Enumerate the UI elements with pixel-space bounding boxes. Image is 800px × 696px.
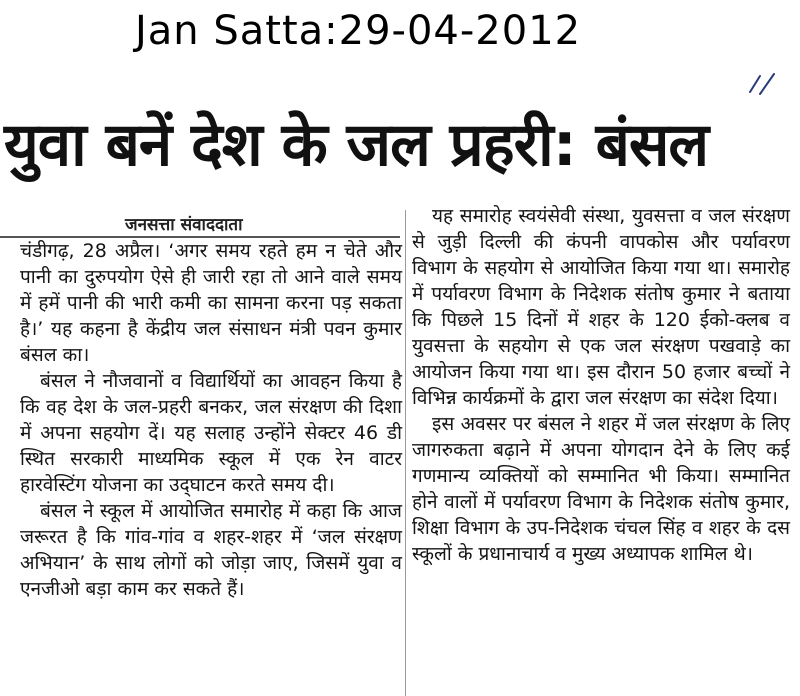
- article-paragraph: बंसल ने स्कूल में आयोजित समारोह में कहा कि आज जरूरत है कि गांव-गांव व शहर-शहर में ‘जल संरक्षण अभियान’ के साथ लोगों को जोड़ा जाए, जिसमें युवा व एनजीओ बड़ा काम कर सकते हैं।: [20, 500, 402, 600]
- article-byline: जनसत्ता संवाददाता: [125, 215, 243, 235]
- article-left-column: [20, 238, 402, 602]
- article-headline: युवा बनें देश के जल प्रहरी: बंसल: [4, 110, 709, 180]
- handwritten-tick-icon: [746, 70, 780, 98]
- article-paragraph: इस अवसर पर बंसल ने शहर में जल संरक्षण के लिए जागरुकता बढ़ाने में अपना योगदान देने के लिए कई गणमान्य व्यक्तियों को सम्मानित भी किया। सम्मानित होने वालों में पर्यावरण विभाग के निदेशक संतोष कुमार, शिक्षा विभाग के उप-निदेशक चंचल सिंह व शहर के दस स्कूलों के प्रधानाचार्य व मुख्य अध्यापक शामिल थे।: [412, 413, 790, 565]
- article-paragraph: यह समारोह स्वयंसेवी संस्था, युवसत्ता व जल संरक्षण से जुड़ी दिल्ली की कंपनी वापकोस और पर्यावरण विभाग के सहयोग से आयोजित किया गया था। समारोह में पर्यावरण विभाग के निदेशक संतोष कुमार ने बताया कि पिछले 15 दिनों में शहर के 120 ईको-क्लब व युवसत्ता के सहयोग से एक जल संरक्षण पखवाड़े का आयोजन किया गया था। इस दौरान 50 हजार बच्चों ने विभिन्न कार्यक्रमों के द्वारा जल संरक्षण का संदेश दिया।: [412, 205, 790, 409]
- article-paragraph: चंडीगढ़, 28 अप्रैल। ‘अगर समय रहते हम न चेते और पानी का दुरुपयोग ऐसे ही जारी रहा तो आने वाले समय में हमें पानी की भारी कमी का सामना करना पड़ सकता है।’ यह कहना है केंद्रीय जल संसाधन मंत्री पवन कुमार बंसल का।: [20, 240, 402, 366]
- column-divider: [405, 210, 406, 696]
- clipping-source-date: Jan Satta:29-04-2012: [135, 8, 582, 54]
- article-right-column: [412, 203, 790, 567]
- article-paragraph: बंसल ने नौजवानों व विद्यार्थियों का आवहन किया है कि वह देश के जल-प्रहरी बनकर, जल संरक्षण की दिशा में अपना सहयोग दें। यह सलाह उन्होंने सेक्टर 46 डी स्थित सरकारी माध्यमिक स्कूल में एक रेन वाटर हारवेस्टिंग योजना का उद्‌घाटन करते समय दी।: [20, 370, 402, 496]
